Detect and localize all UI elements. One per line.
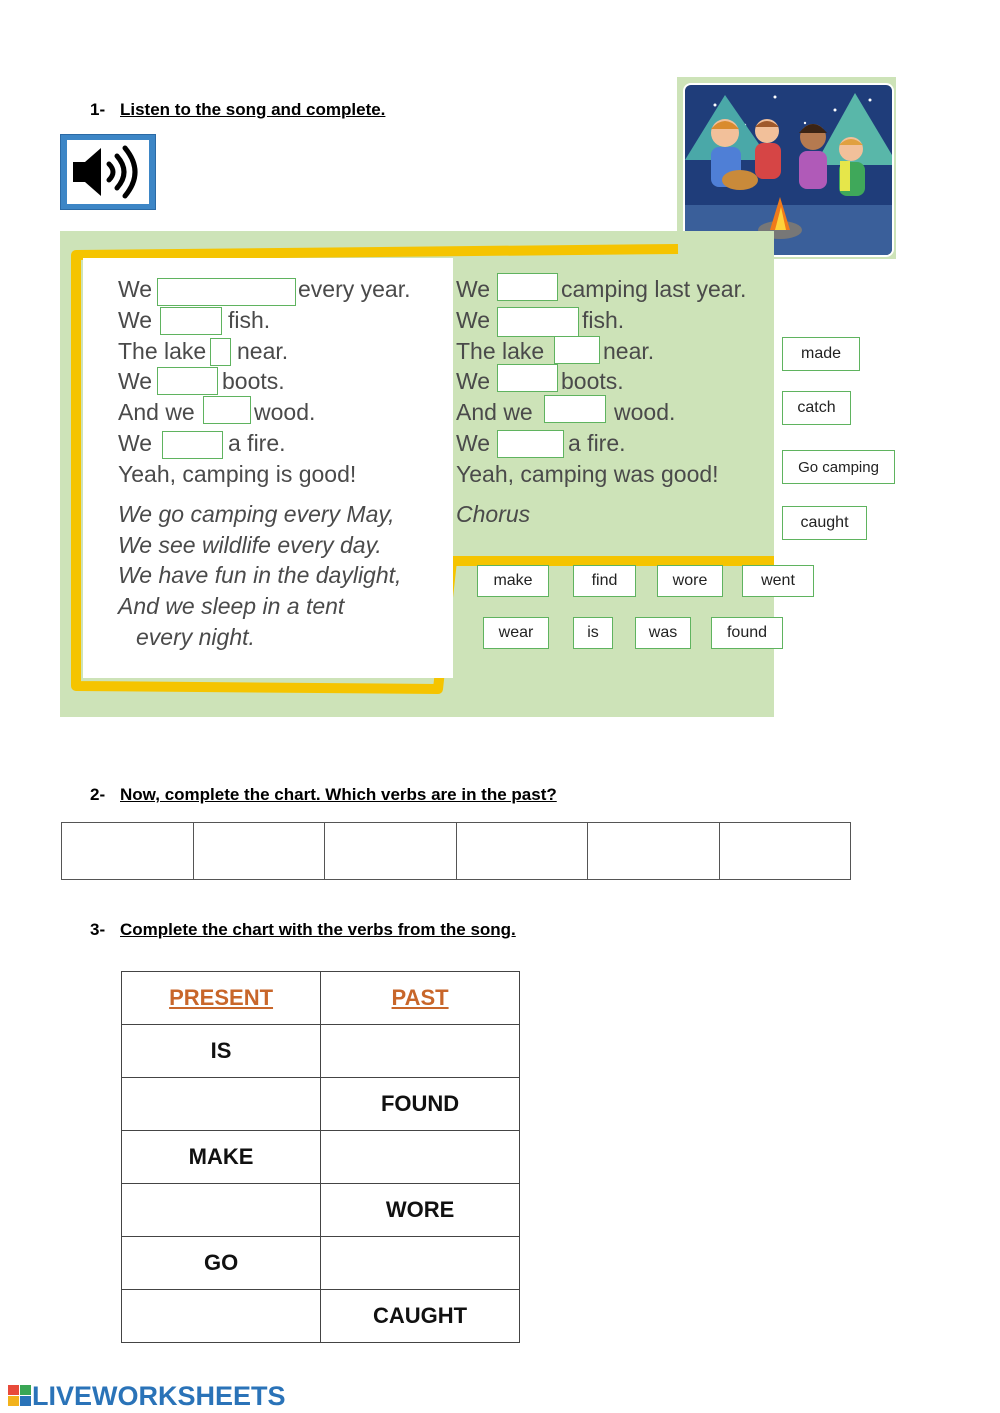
answer-blank[interactable] xyxy=(497,364,558,392)
lyric-line: We xyxy=(118,368,153,394)
answer-blank[interactable] xyxy=(160,307,222,335)
past-cell-input[interactable] xyxy=(321,1237,520,1290)
lyric-line: The lake xyxy=(118,338,207,364)
lyric-line: We xyxy=(118,276,153,302)
word-chip[interactable]: make xyxy=(477,565,549,597)
lyric-line: We xyxy=(456,276,491,302)
lyric-line: We xyxy=(118,307,153,333)
present-cell: MAKE xyxy=(122,1131,321,1184)
lyric-line: We xyxy=(456,307,491,333)
word-chip[interactable]: wore xyxy=(657,565,723,597)
exercise-2-title: Now, complete the chart. Which verbs are in the past? xyxy=(120,785,557,804)
lyric-line: We xyxy=(456,430,491,456)
lyric-line: a fire. xyxy=(228,430,286,456)
word-chip[interactable]: catch xyxy=(782,391,851,425)
word-chip[interactable]: made xyxy=(782,337,860,371)
word-chip[interactable]: found xyxy=(711,617,783,649)
lyric-line: a fire. xyxy=(568,430,626,456)
exercise-3-title: Complete the chart with the verbs from the song. xyxy=(120,920,516,939)
word-chip[interactable]: Go camping xyxy=(782,450,895,484)
exercise-2-number: 2- xyxy=(90,785,106,804)
answer-blank[interactable] xyxy=(157,278,296,306)
past-header-label: PAST xyxy=(391,985,449,1010)
answer-blank[interactable] xyxy=(554,336,600,364)
lyric-line: We xyxy=(456,368,491,394)
answer-blank[interactable] xyxy=(497,307,579,337)
table-header-row xyxy=(122,972,520,1025)
table-row xyxy=(122,1078,520,1131)
lyric-line: near. xyxy=(237,338,289,364)
past-header xyxy=(321,972,520,1025)
present-cell: IS xyxy=(122,1025,321,1078)
exercise-3-heading xyxy=(90,920,516,940)
present-header-label: PRESENT xyxy=(169,985,274,1010)
table-row xyxy=(122,1131,520,1184)
table-row xyxy=(122,1184,520,1237)
answer-blank[interactable] xyxy=(497,430,564,458)
chorus-line: And we sleep in a tent xyxy=(118,593,345,619)
verb-tense-chart xyxy=(121,971,520,1343)
word-chip[interactable]: is xyxy=(573,617,613,649)
past-cell: CAUGHT xyxy=(321,1290,520,1343)
lyric-line: boots. xyxy=(561,368,624,394)
lyric-line: And we xyxy=(456,399,533,425)
answer-blank[interactable] xyxy=(162,431,223,459)
lyric-line: Yeah, camping was good! xyxy=(456,461,719,487)
word-chip[interactable]: went xyxy=(742,565,814,597)
chorus-line: We have fun in the daylight, xyxy=(118,562,402,588)
lyric-line: The lake xyxy=(456,338,545,364)
past-verb-cell[interactable] xyxy=(456,823,588,880)
past-cell-input[interactable] xyxy=(321,1025,520,1078)
liveworksheets-logo-icon xyxy=(8,1385,32,1407)
chorus-line: every night. xyxy=(136,624,255,650)
word-chip[interactable]: wear xyxy=(483,617,549,649)
chorus-line: We see wildlife every day. xyxy=(118,532,382,558)
answer-blank[interactable] xyxy=(210,338,231,366)
chorus-label: Chorus xyxy=(456,501,531,527)
answer-blank[interactable] xyxy=(157,367,218,395)
lyric-line: wood. xyxy=(614,399,676,425)
past-cell: FOUND xyxy=(321,1078,520,1131)
past-verb-cell[interactable] xyxy=(719,823,851,880)
present-cell-input[interactable] xyxy=(122,1184,321,1237)
lyric-line: Yeah, camping is good! xyxy=(118,461,357,487)
lyric-line: boots. xyxy=(222,368,285,394)
exercise-2-heading xyxy=(90,785,557,805)
lyric-line: every year. xyxy=(298,276,411,302)
word-chip[interactable]: was xyxy=(635,617,691,649)
word-chip[interactable]: caught xyxy=(782,506,867,540)
past-cell: WORE xyxy=(321,1184,520,1237)
liveworksheets-logo xyxy=(8,1381,286,1412)
answer-blank[interactable] xyxy=(544,395,606,423)
past-cell-input[interactable] xyxy=(321,1131,520,1184)
present-header xyxy=(122,972,321,1025)
table-row xyxy=(122,1290,520,1343)
speaker-icon xyxy=(67,140,149,204)
past-verb-cell[interactable] xyxy=(325,823,457,880)
lyric-line: fish. xyxy=(228,307,271,333)
exercise-1-heading xyxy=(90,100,385,120)
audio-play-button[interactable] xyxy=(60,134,156,210)
past-verb-cell[interactable] xyxy=(193,823,325,880)
present-cell: GO xyxy=(122,1237,321,1290)
exercise-1-title: Listen to the song and complete. xyxy=(120,100,386,119)
footer-brand: LIVEWORKSHEETS xyxy=(32,1381,286,1411)
past-verb-cell[interactable] xyxy=(588,823,720,880)
word-chip[interactable]: find xyxy=(573,565,636,597)
exercise-3-number: 3- xyxy=(90,920,106,939)
past-verbs-chart xyxy=(61,822,851,880)
answer-blank[interactable] xyxy=(203,396,251,424)
lyric-line: camping last year. xyxy=(561,276,747,302)
answer-blank[interactable] xyxy=(497,273,558,301)
exercise-1-number: 1- xyxy=(90,100,106,119)
past-verb-cell[interactable] xyxy=(62,823,194,880)
lyric-line: And we xyxy=(118,399,195,425)
table-row xyxy=(122,1237,520,1290)
lyric-line: wood. xyxy=(254,399,316,425)
lyric-line: We xyxy=(118,430,153,456)
table-row xyxy=(122,1025,520,1078)
present-cell-input[interactable] xyxy=(122,1078,321,1131)
lyric-line: near. xyxy=(603,338,655,364)
chorus-line: We go camping every May, xyxy=(118,501,395,527)
present-cell-input[interactable] xyxy=(122,1290,321,1343)
lyric-line: fish. xyxy=(582,307,625,333)
